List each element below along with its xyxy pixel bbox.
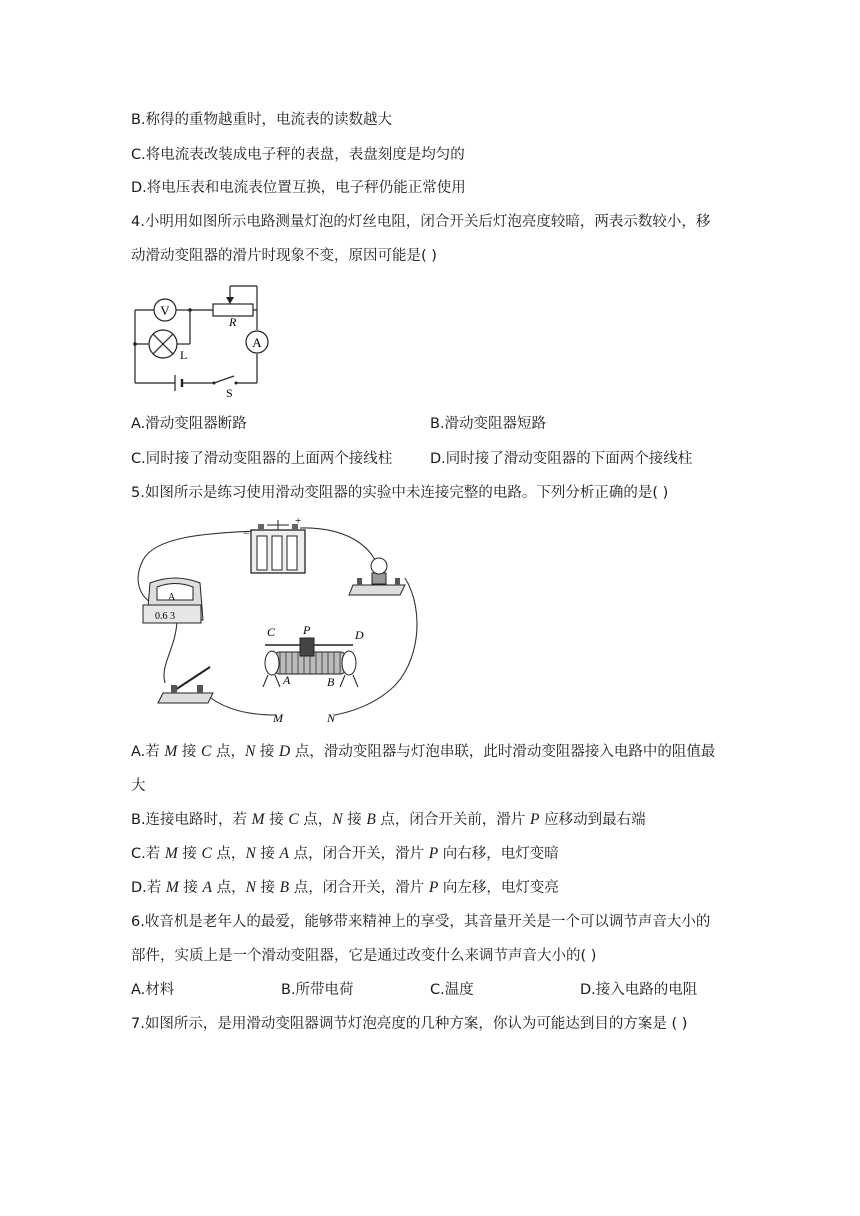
- q4-option-b: B.滑动变阻器短路: [430, 416, 547, 432]
- q6-stem-line-1: 6.收音机是老年人的最爱，能够带来精神上的享受，其音量开关是一个可以调节声音大小的: [131, 914, 711, 930]
- terminal-b-label: B: [327, 675, 335, 689]
- q4-stem-line-2: 动滑动变阻器的滑片时现象不变，原因可能是( ): [131, 248, 437, 264]
- wire-end-m-label: M: [273, 711, 283, 725]
- q5-apparatus-diagram: [125, 515, 420, 725]
- terminal-d-label: D: [355, 628, 364, 642]
- rheostat-label: R: [229, 315, 237, 329]
- q3-option-b: B.称得的重物越重时，电流表的读数越大: [131, 112, 393, 128]
- q4-circuit-diagram: [120, 280, 280, 398]
- q6-option-b: B.所带电荷: [281, 982, 354, 998]
- q6-option-d: D.接入电路的电阻: [580, 982, 698, 998]
- switch-label: S: [226, 386, 233, 398]
- q6-option-a: A.材料: [131, 982, 175, 998]
- q6-option-c: C.温度: [430, 982, 474, 998]
- ammeter-letter-label: A: [168, 592, 176, 603]
- battery-minus-label: −: [243, 526, 250, 540]
- ammeter-label: A: [252, 335, 262, 350]
- ammeter-range-label: 0.6 3: [155, 611, 175, 622]
- lamp-icon: [349, 558, 405, 595]
- slider-p-label: P: [303, 623, 311, 637]
- terminal-c-label: C: [267, 625, 276, 639]
- switch-icon: [158, 667, 213, 703]
- q4-option-d: D.同时接了滑动变阻器的下面两个接线柱: [430, 451, 693, 467]
- q5-option-c: C.若 M 接 C 点，N 接 A 点，闭合开关，滑片 P 向右移，电灯变暗: [131, 845, 559, 862]
- q4-stem-line-1: 4.小明用如图所示电路测量灯泡的灯丝电阻，闭合开关后灯泡亮度较暗，两表示数较小，移: [131, 214, 711, 230]
- q5-option-d: D.若 M 接 A 点，N 接 B 点，闭合开关，滑片 P 向左移，电灯变亮: [131, 879, 559, 896]
- battery-icon: [251, 520, 305, 573]
- rheostat-icon: [263, 638, 358, 687]
- q7-stem: 7.如图所示，是用滑动变阻器调节灯泡亮度的几种方案，你认为可能达到目的方案是 ( ): [131, 1016, 688, 1032]
- q5-stem: 5.如图所示是练习使用滑动变阻器的实验中未连接完整的电路。下列分析正确的是( ): [131, 485, 669, 501]
- q6-stem-line-2: 部件，实质上是一个滑动变阻器，它是通过改变什么来调节声音大小的( ): [131, 948, 597, 964]
- terminal-a-label: A: [283, 673, 291, 687]
- q5-option-a: A.若 M 接 C 点，N 接 D 点，滑动变阻器与灯泡串联，此时滑动变阻器接入电路中的阻值最: [131, 743, 716, 760]
- lamp-label: L: [180, 348, 188, 362]
- q4-option-c: C.同时接了滑动变阻器的上面两个接线柱: [131, 451, 393, 467]
- voltmeter-label: V: [160, 303, 170, 318]
- wire-end-n-label: N: [327, 711, 336, 725]
- q3-option-c: C.将电流表改装成电子秤的表盘，表盘刻度是均匀的: [131, 147, 465, 163]
- battery-plus-label: +: [295, 515, 302, 527]
- q4-option-a: A.滑动变阻器断路: [131, 416, 247, 432]
- q5-option-b: B.连接电路时，若 M 接 C 点，N 接 B 点，闭合开关前，滑片 P 应移动到最右端: [131, 811, 646, 828]
- q3-option-d: D.将电压表和电流表位置互换，电子秤仍能正常使用: [131, 180, 466, 196]
- q5-option-a-wrap: 大: [131, 778, 146, 794]
